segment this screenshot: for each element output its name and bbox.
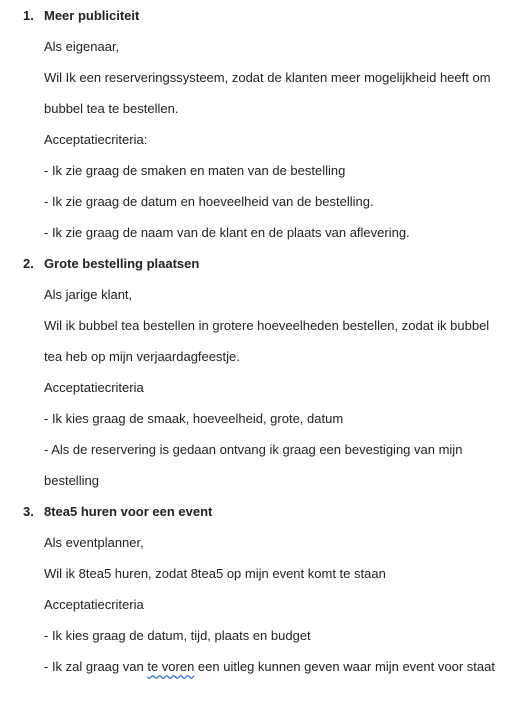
story-line: Acceptatiecriteria: [44, 380, 144, 395]
story-line: Als eventplanner,: [44, 535, 144, 550]
story-line: Wil ik bubbel tea bestellen in grotere hoeveelheden bestellen, zodat ik bubbel: [44, 318, 490, 333]
story-title: Grote bestelling plaatsen: [44, 256, 200, 271]
line-text-after: een uitleg kunnen geven waar mijn event voor staat: [194, 659, 495, 674]
user-story-3: [0, 496, 528, 682]
list-number: 1.: [23, 8, 34, 23]
story-line: Acceptatiecriteria:: [44, 132, 148, 147]
story-heading: [0, 0, 528, 31]
user-story-1: [0, 0, 528, 248]
story-title: 8tea5 huren voor een event: [44, 504, 213, 519]
story-line: Wil Ik een reserveringssysteem, zodat de klanten meer mogelijkheid heeft om: [44, 70, 491, 85]
story-line: bestelling: [44, 473, 99, 488]
story-line: Wil ik 8tea5 huren, zodat 8tea5 op mijn event komt te staan: [44, 566, 386, 581]
story-line: - Ik zie graag de smaken en maten van de bestelling: [44, 163, 346, 178]
story-line: Als jarige klant,: [44, 287, 133, 302]
story-title: Meer publiciteit: [44, 8, 140, 23]
story-line: - Ik kies graag de datum, tijd, plaats en budget: [44, 628, 311, 643]
story-line: - Ik kies graag de smaak, hoeveelheid, grote, datum: [44, 411, 344, 426]
story-line: tea heb op mijn verjaardagfeestje.: [44, 349, 240, 364]
spellcheck-flagged-text[interactable]: te voren: [147, 659, 195, 674]
story-line: [0, 651, 528, 682]
story-line: - Als de reservering is gedaan ontvang ik graag een bevestiging van mijn: [44, 442, 463, 457]
story-heading: [0, 248, 528, 279]
story-heading: [0, 496, 528, 527]
story-line: - Ik zie graag de datum en hoeveelheid van de bestelling.: [44, 194, 374, 209]
line-text-before: - Ik zal graag van: [44, 659, 148, 674]
story-line: Als eigenaar,: [44, 39, 120, 54]
list-number: 3.: [23, 504, 34, 519]
user-story-2: [0, 248, 528, 496]
list-number: 2.: [23, 256, 34, 271]
story-line: Acceptatiecriteria: [44, 597, 144, 612]
story-line: bubbel tea te bestellen.: [44, 101, 179, 116]
story-line: - Ik zie graag de naam van de klant en de plaats van aflevering.: [44, 225, 410, 240]
